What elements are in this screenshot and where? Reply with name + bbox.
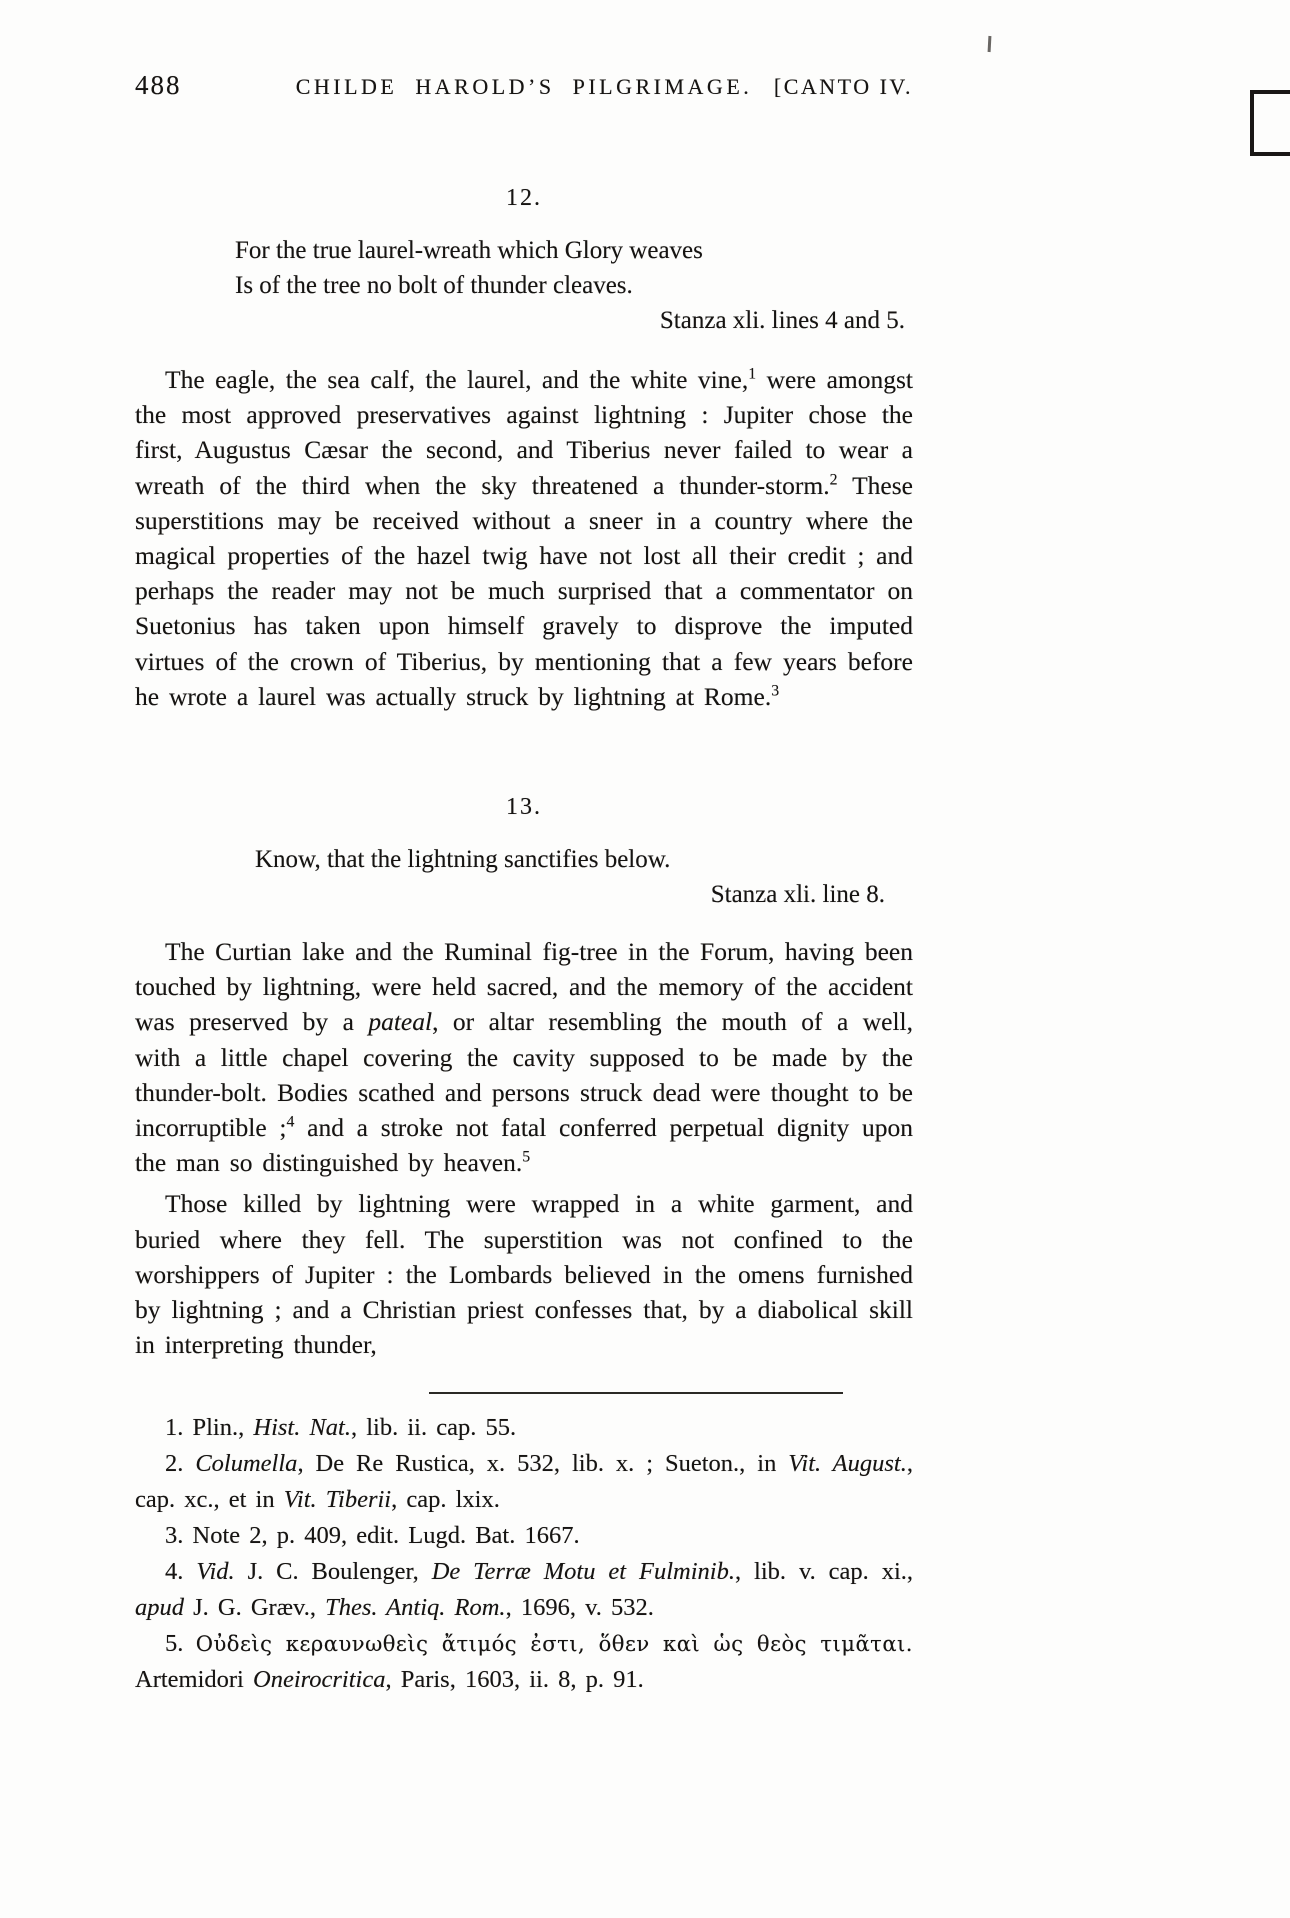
note-paragraph: Those killed by lightning were wrapped in a white garment, and buried where they fell. The superstition was not confined to the worshippers of Jupiter : the Lombards believed in the omens furnished by lightning ; and a Christian priest confesses that, by a diabolical skill in interpreting thunder,	[135, 1189, 913, 1360]
footnote-4: 4. Vid. J. C. Boulenger, De Terræ Motu et Fulminib., lib. v. cap. xi., apud J. G. Græv., Thes. Antiq. Rom., 1696, v. 532.	[135, 1558, 914, 1622]
footnote-reference: 5	[522, 1148, 531, 1166]
footnote-5: 5. Οὐδεὶς κεραυνωθεὶς ἄτιμός ἐστι, ὅθεν καὶ ὡς θεὸς τιμᾶται. Artemidori Oneirocritica, Paris, 1603, ii. 8, p. 91.	[135, 1630, 913, 1694]
section-number: 13.	[506, 794, 542, 821]
italic-text: Thes. Antiq. Rom.	[325, 1594, 506, 1622]
footnote-reference: 3	[771, 682, 780, 700]
note-paragraph: The eagle, the sea calf, the laurel, and the white vine,$^1$ were amongst the most approved preservatives against lightning : Jupiter chose the first, Augustus Cæsar the second, and Tiberius never failed to wear a wreath of the third when the sky threatened a thunder-storm.$^2$ These superstitions may be received without a sneer in a country where the magical properties of the hazel twig have not lost all their credit ; and perhaps the reader may not be much surprised that a commentator on Suetonius has taken upon himself gravely to disprove the imputed virtues of the crown of Tiberius, by mentioning that a few years before he wrote a laurel was actually struck by lightning at Rome.$^3$	[135, 365, 913, 711]
italic-text: apud	[135, 1594, 184, 1622]
footnote-reference: 2	[829, 471, 838, 489]
page-number: 488	[135, 70, 182, 100]
footnote-separator	[429, 1392, 843, 1394]
page-header	[135, 70, 913, 101]
note-section-12	[135, 183, 913, 714]
verse-line: Is of the tree no bolt of thunder cleaves.	[235, 272, 633, 299]
verse-line: For the true laurel-wreath which Glory weaves	[235, 237, 703, 264]
italic-text: Vit. August.	[788, 1450, 907, 1478]
italic-text: Vid.	[196, 1558, 235, 1586]
verse-quote	[135, 842, 913, 912]
note-section-13	[135, 792, 913, 1362]
italic-text: pateal	[368, 1007, 433, 1037]
text-block	[135, 0, 913, 1698]
canto-label: [CANTO IV.	[773, 74, 913, 99]
greek-text: Οὐδεὶς κεραυνωθεὶς ἄτιμός ἐστι, ὅθεν καὶ ὡς θεὸς τιμᾶται.	[195, 1631, 913, 1657]
footnote-reference: 4	[286, 1113, 295, 1131]
section-number: 12.	[506, 185, 542, 211]
stanza-attribution: Stanza xli. lines 4 and 5.	[659, 307, 905, 334]
italic-text: Oneirocritica	[253, 1666, 386, 1694]
italic-text: Vit. Tiberii	[283, 1486, 392, 1514]
footnote-3: 3. Note 2, p. 409, edit. Lugd. Bat. 1667.	[165, 1522, 580, 1550]
italic-text: De Terræ Motu et Fulminib.	[431, 1558, 735, 1586]
italic-text: Hist. Nat.	[253, 1414, 351, 1442]
footnote-reference: 1	[748, 365, 757, 383]
scan-artifact-bracket	[1250, 90, 1290, 156]
scan-artifact-tick	[988, 36, 992, 52]
verse-quote	[135, 233, 913, 338]
note-paragraph: The Curtian lake and the Ruminal fig-tree in the Forum, having been touched by lightning, were held sacred, and the memory of the accident was preserved by a pateal, or altar resembling the mouth of a well, with a little chapel covering the cavity supposed to be made by the thunder-bolt. Bodies scathed and persons struck dead were thought to be incorruptible ;$^4$ and a stroke not fatal conferred perpetual dignity upon the man so distinguished by heaven.$^5$	[135, 937, 913, 1178]
footnotes	[135, 1410, 913, 1698]
running-title: CHILDE HAROLD’S PILGRIMAGE.	[295, 74, 753, 99]
verse-line: Know, that the lightning sanctifies below.	[255, 846, 671, 874]
italic-text: Columella	[195, 1450, 298, 1478]
footnote-2: 2. Columella, De Re Rustica, x. 532, lib. x. ; Sueton., in Vit. August., cap. xc., et in Vit. Tiberii, cap. lxix.	[135, 1450, 913, 1514]
footnote-1: 1. Plin., Hist. Nat., lib. ii. cap. 55.	[165, 1414, 517, 1442]
stanza-attribution: Stanza xli. line 8.	[710, 881, 885, 909]
